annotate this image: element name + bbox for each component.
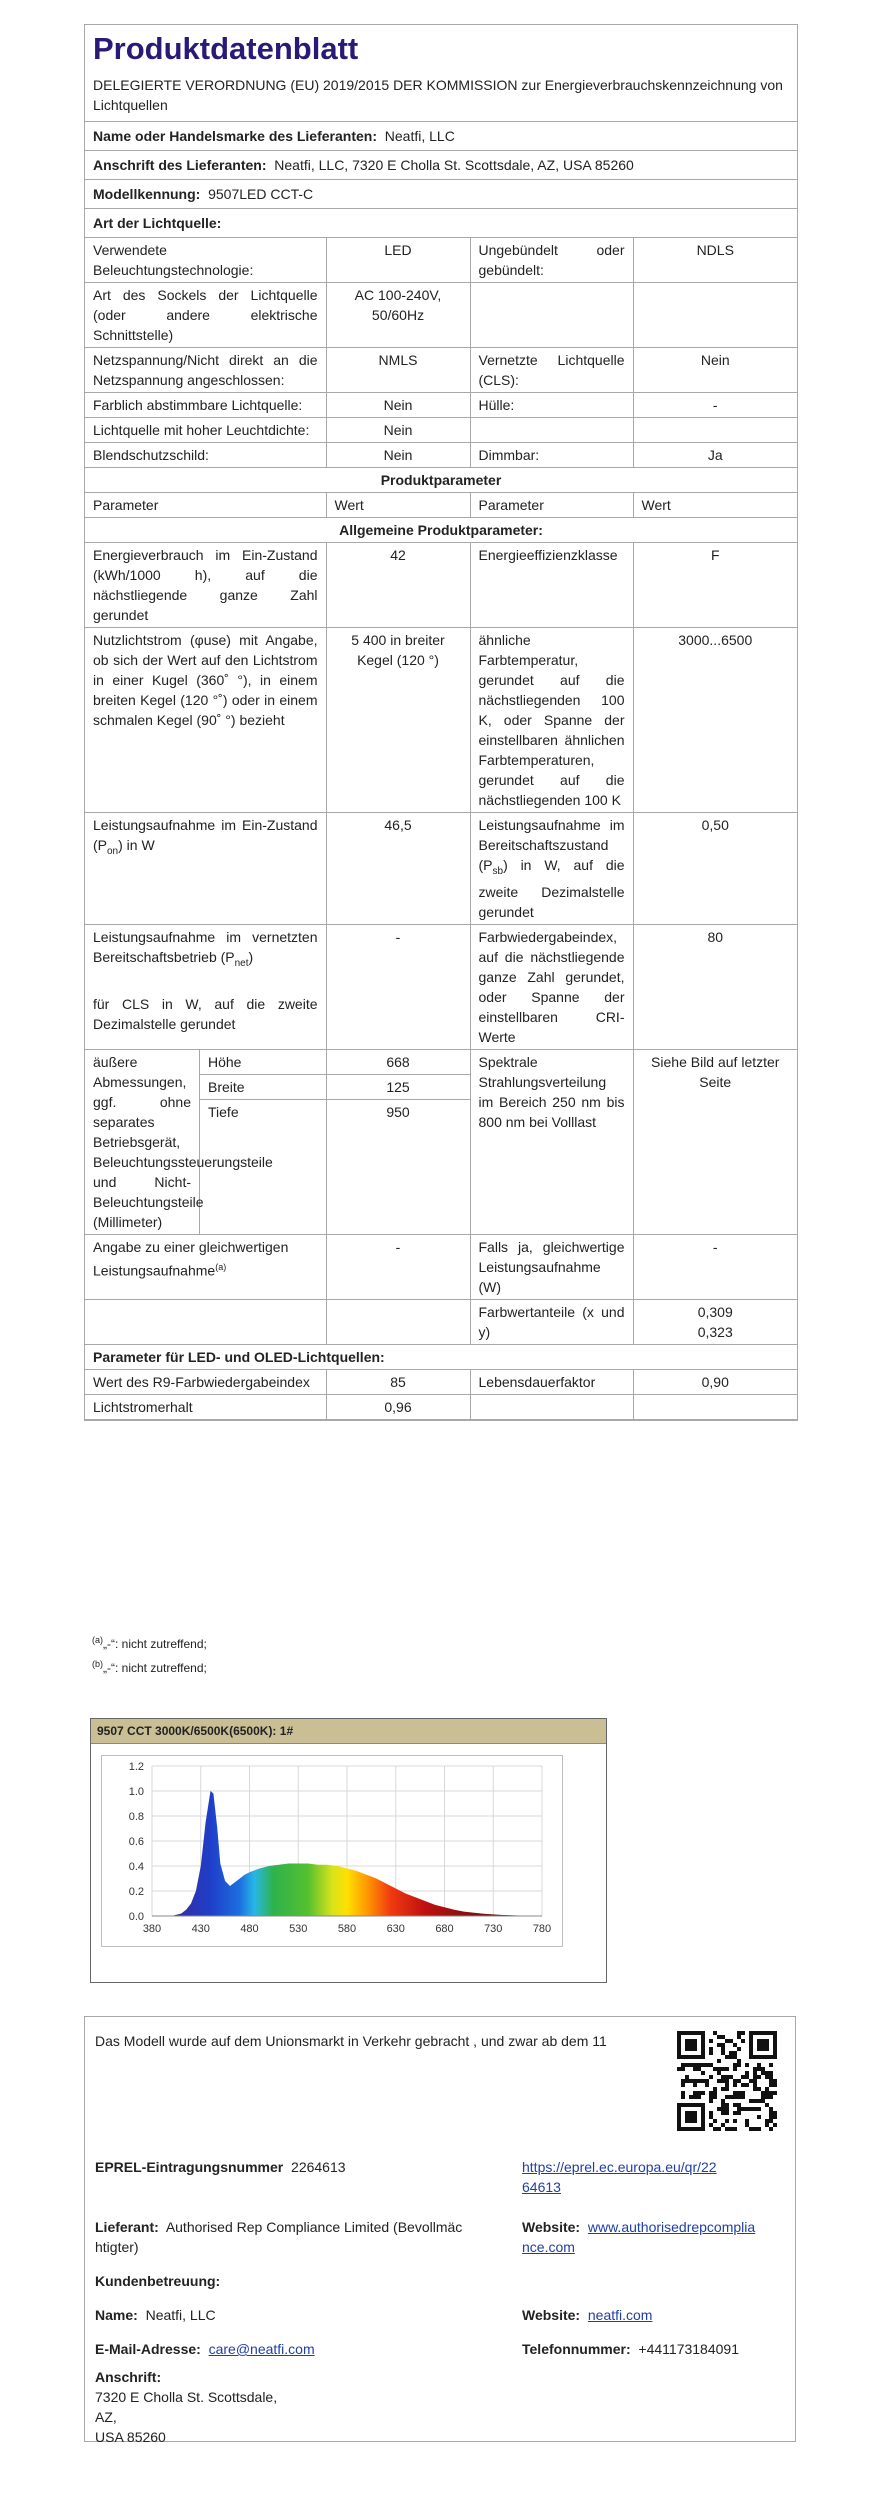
chart-plot-frame bbox=[101, 1755, 563, 1947]
phone-label: Telefonnummer: bbox=[522, 2341, 631, 2357]
dimension-name: Breite bbox=[208, 1078, 245, 1095]
cell-value: Nein bbox=[326, 393, 470, 418]
footnotes bbox=[92, 1630, 207, 1678]
cell-value: Nein bbox=[633, 348, 797, 393]
supplier-address-row bbox=[85, 151, 797, 180]
spd-label: Spektrale Strahlungsverteilung im Bereich 250 nm bis 800 nm bei Volllast bbox=[470, 1049, 633, 1234]
cell-label: Hülle: bbox=[470, 393, 633, 418]
life-factor-label: Lebensdauerfaktor bbox=[470, 1369, 633, 1394]
contact-name-value: Neatfi, LLC bbox=[145, 2307, 216, 2323]
empty-cell bbox=[85, 1299, 326, 1344]
customer-service-label: Kundenbetreuung: bbox=[95, 2273, 221, 2289]
spd-value: Siehe Bild auf letzter Seite bbox=[633, 1049, 797, 1234]
r9-label: Wert des R9-Farbwiedergabeindex bbox=[85, 1369, 326, 1394]
x-tick-label: 730 bbox=[484, 1923, 503, 1935]
market-date-text: Das Modell wurde auf dem Unionsmarkt in Verkehr gebracht , und zwar ab dem 11 bbox=[95, 2033, 607, 2049]
empty-cell bbox=[470, 1394, 633, 1419]
y-tick-label: 1.2 bbox=[128, 1761, 144, 1773]
supplier-name-value: Neatfi, LLC bbox=[384, 128, 455, 144]
phone-row bbox=[522, 2339, 739, 2359]
efficiency-class-label: Energieeffizienzklasse bbox=[470, 543, 633, 628]
dimension-value: 950 bbox=[386, 1103, 410, 1120]
model-label: Modellkennung: bbox=[93, 186, 201, 202]
equiv-power-value: - bbox=[633, 1234, 797, 1299]
table-row bbox=[85, 1299, 797, 1344]
supplier-rep-row bbox=[95, 2217, 505, 2257]
footnote-a: $^{(a)}$„-“: nicht zutreffend; bbox=[92, 1635, 207, 1651]
table-row bbox=[85, 543, 797, 628]
y-tick-label: 1.0 bbox=[128, 1786, 144, 1798]
pon-value: 46,5 bbox=[326, 813, 470, 925]
cell-value bbox=[633, 418, 797, 443]
section-title-row bbox=[85, 1344, 797, 1369]
eprel-link[interactable]: https://eprel.ec.europa.eu/qr/22 64613 bbox=[522, 2159, 717, 2195]
cell-label: Verwendete Beleuchtungstechnologie: bbox=[85, 238, 326, 283]
cri-value: 80 bbox=[633, 924, 797, 1049]
dimension-row bbox=[200, 1075, 326, 1100]
table-row bbox=[85, 418, 797, 443]
email-link[interactable]: care@neatfi.com bbox=[208, 2341, 315, 2357]
col-header-value: Wert bbox=[326, 493, 470, 518]
y-tick-label: 0.0 bbox=[128, 1911, 144, 1923]
cell-value: Ja bbox=[633, 443, 797, 468]
address-block bbox=[95, 2367, 277, 2447]
sheet-header bbox=[85, 25, 797, 122]
model-row bbox=[85, 180, 797, 209]
rep-website-label: Website: bbox=[522, 2219, 581, 2235]
regulation-subtitle: DELEGIERTE VERORDNUNG (EU) 2019/2015 DER KOMMISSION zur Energieverbrauchskennzeichnung von Lichtquellen bbox=[93, 77, 783, 113]
light-type-table bbox=[85, 238, 797, 1420]
dimension-row bbox=[200, 1050, 326, 1075]
rep-label: Lieferant: bbox=[95, 2219, 159, 2235]
cell-label: Blendschutzschild: bbox=[85, 443, 326, 468]
model-value: 9507LED CCT-C bbox=[208, 186, 314, 202]
chromaticity-value: 0,309 0,323 bbox=[633, 1299, 797, 1344]
empty-cell bbox=[326, 1299, 470, 1344]
cri-label: Farbwiedergabeindex, auf die nächstliegende ganze Zahl gerundet, oder Spanne der einstellbaren CRI-Werte bbox=[470, 924, 633, 1049]
table-row bbox=[85, 1394, 797, 1419]
cell-label bbox=[470, 283, 633, 348]
col-header-value: Wert bbox=[633, 493, 797, 518]
spectrum-chart bbox=[90, 1718, 607, 1983]
email-label: E-Mail-Adresse: bbox=[95, 2341, 201, 2357]
luminous-flux-value: 5 400 in breiter Kegel (120 °) bbox=[326, 628, 470, 813]
dimensions-values bbox=[326, 1049, 470, 1234]
x-tick-label: 630 bbox=[386, 1923, 405, 1935]
contact-name-label: Name: bbox=[95, 2307, 138, 2323]
table-row bbox=[85, 924, 797, 1049]
cell-label: Vernetzte Lichtquelle (CLS): bbox=[470, 348, 633, 393]
phone-value: +441173184091 bbox=[638, 2341, 739, 2357]
section-title-row bbox=[85, 518, 797, 543]
table-row bbox=[85, 628, 797, 813]
x-tick-label: 530 bbox=[289, 1923, 308, 1935]
light-type-label: Art der Lichtquelle: bbox=[93, 215, 222, 231]
supplier-address-value: Neatfi, LLC, 7320 E Cholla St. Scottsdale, AZ, USA 85260 bbox=[274, 157, 634, 173]
general-params-title: Allgemeine Produktparameter: bbox=[85, 518, 797, 543]
dimension-name: Tiefe bbox=[208, 1103, 239, 1120]
dimension-value: 668 bbox=[327, 1050, 470, 1075]
eprel-label: EPREL-Eintragungsnummer bbox=[95, 2159, 284, 2175]
supplier-name-label: Name oder Handelsmarke des Lieferanten: bbox=[93, 128, 377, 144]
table-row bbox=[85, 1369, 797, 1394]
contact-website-row bbox=[522, 2305, 652, 2325]
equiv-label: Angabe zu einer gleichwertigen Leistungsaufnahme$^{(a)}$ bbox=[85, 1234, 326, 1299]
dimension-row bbox=[200, 1100, 326, 1124]
pnet-value: - bbox=[326, 924, 470, 1049]
empty-cell bbox=[633, 1394, 797, 1419]
lumen-maintenance-label: Lichtstromerhalt bbox=[85, 1394, 326, 1419]
table-row bbox=[85, 1234, 797, 1299]
chart-title: 9507 CCT 3000K/6500K(6500K): 1# bbox=[91, 1719, 606, 1744]
cell-value: AC 100-240V, 50/60Hz bbox=[326, 283, 470, 348]
efficiency-class-value: F bbox=[633, 543, 797, 628]
dimension-value: 125 bbox=[327, 1075, 470, 1100]
col-header-param: Parameter bbox=[470, 493, 633, 518]
psb-label: Leistungsaufnahme im Bereitschaftszustand $(P_{sb})$ in W, auf die zweite Dezimalstelle gerundet bbox=[470, 813, 633, 925]
r9-value: 85 bbox=[326, 1369, 470, 1394]
product-params-title: Produktparameter bbox=[85, 468, 797, 493]
cell-value: LED bbox=[326, 238, 470, 283]
y-tick-label: 0.2 bbox=[128, 1886, 144, 1898]
life-factor-value: 0,90 bbox=[633, 1369, 797, 1394]
luminous-flux-label: Nutzlichtstrom (φuse) mit Angabe, ob sich der Wert auf den Lichtstrom in einer Kugel (360˚ °), in einem breiten Kegel (120 °˚) oder in einem schmalen Kegel (90˚ °) bezieht bbox=[85, 628, 326, 813]
dimensions-label: äußere Abmessungen, ggf. ohne separates Betriebsgerät, Beleuchtungssteuerungsteile und Nicht-Beleuchtungsteile (Millimeter) bbox=[85, 1050, 200, 1234]
cell-value: NDLS bbox=[633, 238, 797, 283]
energy-label: Energieverbrauch im Ein-Zustand (kWh/1000 h), auf die nächstliegende ganze Zahl gerundet bbox=[85, 543, 326, 628]
dimension-name: Höhe bbox=[208, 1053, 242, 1070]
eprel-row bbox=[95, 2157, 346, 2177]
table-row bbox=[85, 238, 797, 283]
cell-label: Netzspannung/Nicht direkt an die Netzspannung angeschlossen: bbox=[85, 348, 326, 393]
dimensions-cell bbox=[85, 1049, 326, 1234]
rep-website-link[interactable]: www.authorisedrepcomplia nce.com bbox=[522, 2219, 756, 2255]
eprel-footer bbox=[84, 2016, 796, 2445]
cell-value: Nein bbox=[326, 418, 470, 443]
y-tick-label: 0.8 bbox=[128, 1811, 144, 1823]
light-type-heading bbox=[85, 209, 797, 238]
cell-value: NMLS bbox=[326, 348, 470, 393]
rep-value: Authorised Rep Compliance Limited (Bevollmäc htigter) bbox=[95, 2219, 463, 2255]
contact-name-row bbox=[95, 2305, 216, 2325]
equiv-power-label: Falls ja, gleichwertige Leistungsaufnahme (W) bbox=[470, 1234, 633, 1299]
cct-value: 3000...6500 bbox=[633, 628, 797, 813]
cell-label bbox=[470, 418, 633, 443]
cell-label: Ungebündelt oder gebündelt: bbox=[470, 238, 633, 283]
cell-label: Art des Sockels der Lichtquelle (oder andere elektrische Schnittstelle) bbox=[85, 283, 326, 348]
contact-website-label: Website: bbox=[522, 2307, 581, 2323]
cell-value: - bbox=[633, 393, 797, 418]
address-line: 7320 E Cholla St. Scottsdale, bbox=[95, 2389, 278, 2405]
qr-code-icon[interactable] bbox=[677, 2031, 777, 2131]
led-params-title: Parameter für LED- und OLED-Lichtquellen: bbox=[85, 1344, 797, 1369]
x-tick-label: 380 bbox=[142, 1923, 162, 1935]
energy-value: 42 bbox=[326, 543, 470, 628]
supplier-name-row bbox=[85, 122, 797, 151]
cell-value bbox=[633, 283, 797, 348]
x-tick-label: 480 bbox=[240, 1923, 259, 1935]
chromaticity-label: Farbwertanteile (x und y) bbox=[470, 1299, 633, 1344]
table-row bbox=[85, 813, 797, 925]
y-tick-label: 0.4 bbox=[128, 1861, 144, 1873]
x-tick-label: 430 bbox=[191, 1923, 210, 1935]
table-row bbox=[85, 1049, 797, 1234]
table-row bbox=[85, 348, 797, 393]
cell-value: Nein bbox=[326, 443, 470, 468]
column-header-row bbox=[85, 493, 797, 518]
product-data-sheet bbox=[84, 24, 798, 1421]
rep-website-row bbox=[522, 2217, 755, 2257]
psb-value: 0,50 bbox=[633, 813, 797, 925]
y-tick-label: 0.6 bbox=[128, 1836, 144, 1848]
contact-website-link[interactable]: neatfi.com bbox=[587, 2307, 653, 2323]
cell-label: Farblich abstimmbare Lichtquelle: bbox=[85, 393, 326, 418]
chart-svg bbox=[102, 1756, 562, 1946]
table-row bbox=[85, 283, 797, 348]
col-header-param: Parameter bbox=[85, 493, 326, 518]
pon-label: Leistungsaufnahme im Ein-Zustand $(P_{on})$ in W bbox=[85, 813, 326, 925]
supplier-address-label: Anschrift des Lieferanten: bbox=[93, 157, 267, 173]
x-tick-label: 680 bbox=[435, 1923, 454, 1935]
table-row bbox=[85, 393, 797, 418]
pnet-label: Leistungsaufnahme im vernetzten Bereitschaftsbetrieb $(P_{net})$ für CLS in W, auf die zweite Dezimalstelle gerundet bbox=[85, 924, 326, 1049]
cct-label: ähnliche Farbtemperatur, gerundet auf die nächstliegenden 100 K, oder Spanne der einstellbaren ähnlichen Farbtemperaturen, gerundet auf die nächstliegenden 100 K bbox=[470, 628, 633, 813]
x-tick-label: 580 bbox=[337, 1923, 357, 1935]
address-line: USA 85260 bbox=[95, 2429, 166, 2445]
cell-label: Lichtquelle mit hoher Leuchtdichte: bbox=[85, 418, 326, 443]
footnote-b: $^{(b)}$„-“: nicht zutreffend; bbox=[92, 1659, 207, 1675]
cell-label: Dimmbar: bbox=[470, 443, 633, 468]
table-row bbox=[85, 443, 797, 468]
lumen-maintenance-value: 0,96 bbox=[326, 1394, 470, 1419]
eprel-number: 2264613 bbox=[291, 2159, 346, 2175]
email-row bbox=[95, 2339, 315, 2359]
page-title: Produktdatenblatt bbox=[93, 31, 359, 66]
address-label: Anschrift: bbox=[95, 2369, 162, 2385]
section-title-row bbox=[85, 468, 797, 493]
x-tick-label: 780 bbox=[532, 1923, 552, 1935]
equiv-value: - bbox=[326, 1234, 470, 1299]
address-line: AZ, bbox=[95, 2409, 117, 2425]
